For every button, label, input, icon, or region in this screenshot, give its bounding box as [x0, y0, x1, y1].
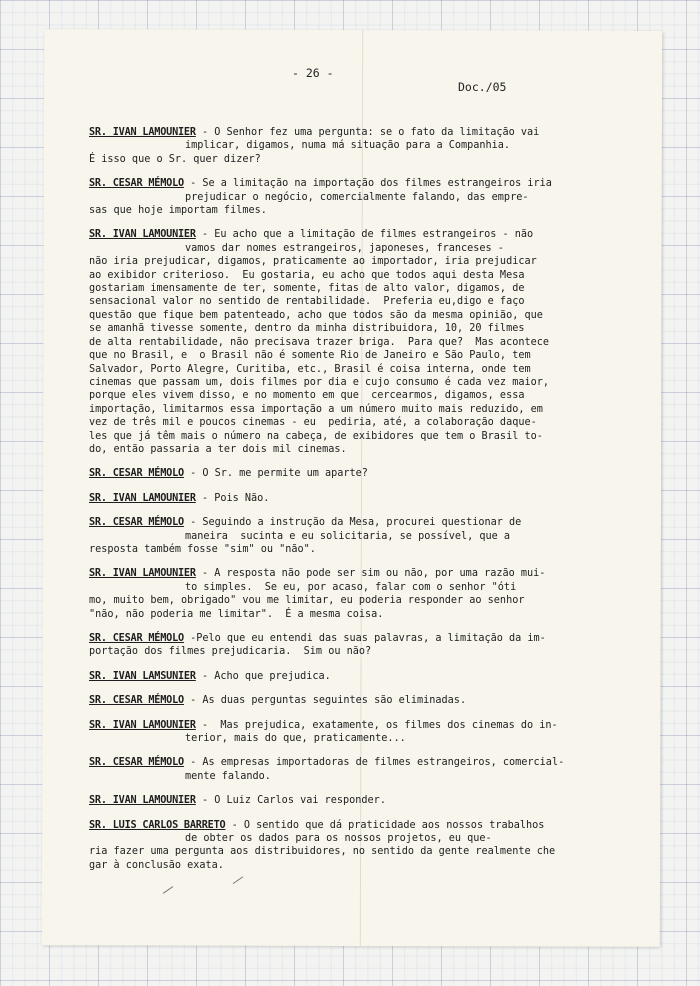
speech-line: cinemas que passam um, dois filmes por dia e cujo consumo é cada vez maior,: [89, 376, 550, 388]
speech-line: Salvador, Porto Alegre, Curitiba, etc., Brasil é coisa interna, onde tem: [89, 363, 531, 375]
speech-line: de alta rentabilidade, não precisava trazer briga. Para que? Mas acontece: [89, 336, 550, 348]
speech-line: do, então passaria a ter dois mil cinemas.: [89, 443, 347, 455]
document-reference: Doc./05: [458, 80, 507, 94]
speech-line: "não, não poderia me limitar". É a mesma coisa.: [89, 608, 384, 620]
speech-line: vamos dar nomes estrangeiros, japoneses, franceses -: [185, 242, 504, 254]
pencil-mark: [163, 886, 173, 894]
speech-line: gostariam imensamente de ter, somente, fitas de alto valor, digamos, de: [89, 283, 525, 295]
speech-line: - O Senhor fez uma pergunta: se o fato da limitação vai: [195, 127, 540, 138]
speech-line: sas que hoje importam filmes.: [89, 205, 267, 217]
speech-line: - As duas perguntas seguintes são eliminadas.: [183, 695, 467, 707]
transcript-entry: [89, 516, 589, 556]
transcript-entry: [89, 794, 589, 807]
transcript-entry: [89, 719, 589, 746]
transcript-entry: [89, 819, 589, 873]
speech-line: - A resposta não pode ser sim ou não, por uma razão mui-: [195, 568, 546, 580]
speech-line: porque eles vivem disso, e no momento em que cercearmos, digamos, essa: [89, 390, 525, 402]
speaker-name: SR. CESAR MÉMOLO: [89, 633, 184, 644]
transcript-body: [89, 126, 589, 883]
speech-line: se amanhã tivesse somente, dentro da minha distribuidora, 10, 20 filmes: [89, 323, 525, 335]
speech-line: É isso que o Sr. quer dizer?: [89, 153, 261, 165]
speech-line: - O Sr. me permite um aparte?: [183, 468, 368, 480]
transcript-entry: [89, 694, 589, 707]
speech-line: implicar, digamos, numa má situação para a Companhia.: [185, 140, 511, 152]
speaker-name: SR. IVAN LAMSUNIER: [89, 670, 196, 682]
transcript-entry: [89, 126, 589, 166]
speaker-name: SR. CESAR MÉMOLO: [89, 468, 184, 480]
speech-line: - O sentido que dá praticidade aos nossos trabalhos: [225, 819, 545, 831]
speech-line: -Pelo que eu entendi das suas palavras, a limitação da im-: [183, 633, 546, 644]
speech-line: sensacional valor no sentido de rentabilidade. Preferia eu,digo e faço: [89, 296, 525, 308]
speaker-name: SR. IVAN LAMOUNIER: [89, 492, 196, 504]
speaker-name: SR. IVAN LAMOUNIER: [89, 795, 196, 807]
speech-line: mo, muito bem, obrigado" vou me limitar, eu poderia responder ao senhor: [89, 595, 525, 607]
speech-line: de obter os dados para os nossos projetos, eu que-: [185, 833, 492, 845]
speech-line: portação dos filmes prejudicaria. Sim ou não?: [89, 646, 372, 658]
speech-line: gar à conclusão exata.: [89, 859, 224, 871]
speech-line: terior, mais do que, praticamente...: [185, 733, 406, 745]
speech-line: ao exibidor criterioso. Eu gostaria, eu acho que todos aqui desta Mesa: [89, 269, 525, 281]
transcript-entry: [89, 756, 589, 783]
transcript-entry: [89, 670, 589, 683]
transcript-entry: [89, 177, 589, 217]
transcript-entry: [89, 492, 589, 505]
speech-line: questão que fique bem patenteado, acho que todos são da mesma opinião, que: [89, 309, 543, 321]
transcript-entry: [89, 632, 589, 659]
speech-line: - O Luiz Carlos vai responder.: [195, 795, 386, 807]
speaker-name: SR. IVAN LAMOUNIER: [89, 127, 196, 138]
speaker-name: SR. IVAN LAMOUNIER: [89, 719, 196, 731]
speech-line: resposta também fosse "sim" ou "não".: [89, 543, 316, 555]
speech-line: - Seguindo a instrução da Mesa, procurei questionar de: [183, 517, 522, 529]
speaker-name: SR. CESAR MÉMOLO: [89, 695, 184, 707]
speech-line: não iria prejudicar, digamos, praticamente ao importador, iria prejudicar: [89, 256, 537, 268]
speaker-name: SR. CESAR MÉMOLO: [89, 517, 184, 529]
speaker-name: SR. IVAN LAMOUNIER: [89, 568, 196, 580]
speech-line: que no Brasil, e o Brasil não é somente Rio de Janeiro e São Paulo, tem: [89, 350, 531, 362]
speech-line: to simples. Se eu, por acaso, falar com o senhor "óti: [185, 581, 517, 593]
speech-line: les que já têm mais o número na cabeça, de exibidores que tem o Brasil to-: [89, 430, 543, 442]
speaker-name: SR. CESAR MÉMOLO: [89, 757, 184, 769]
speech-line: ria fazer uma pergunta aos distribuidores, no sentido da gente realmente che: [89, 846, 556, 858]
speech-line: - Eu acho que a limitação de filmes estrangeiros - não: [195, 229, 534, 241]
speaker-name: SR. IVAN LAMOUNIER: [89, 229, 196, 241]
speech-line: - Mas prejudica, exatamente, os filmes dos cinemas do in-: [195, 719, 558, 731]
speech-line: maneira sucinta e eu solicitaria, se possível, que a: [185, 530, 511, 542]
transcript-entry: [89, 467, 589, 480]
speech-line: mente falando.: [185, 770, 271, 782]
speaker-name: SR. CESAR MÉMOLO: [89, 178, 184, 190]
page-number: - 26 -: [292, 66, 334, 80]
transcript-entry: [89, 228, 589, 456]
speech-line: - Acho que prejudica.: [195, 670, 331, 682]
speech-line: - Pois Não.: [195, 492, 270, 504]
speech-line: - As empresas importadoras de filmes estrangeiros, comercial-: [183, 757, 565, 769]
speech-line: - Se a limitação na importação dos filmes estrangeiros iria: [183, 178, 552, 190]
speech-line: vez de três mil e poucos cinemas - eu pediria, até, a colaboração daque-: [89, 417, 537, 429]
transcript-entry: [89, 567, 589, 621]
speech-line: prejudicar o negócio, comercialmente falando, das empre-: [185, 191, 529, 203]
speaker-name: SR. LUIS CARLOS BARRETO: [89, 819, 226, 831]
speech-line: importação, limitarmos essa importação a um número muito mais reduzido, em: [89, 403, 543, 415]
